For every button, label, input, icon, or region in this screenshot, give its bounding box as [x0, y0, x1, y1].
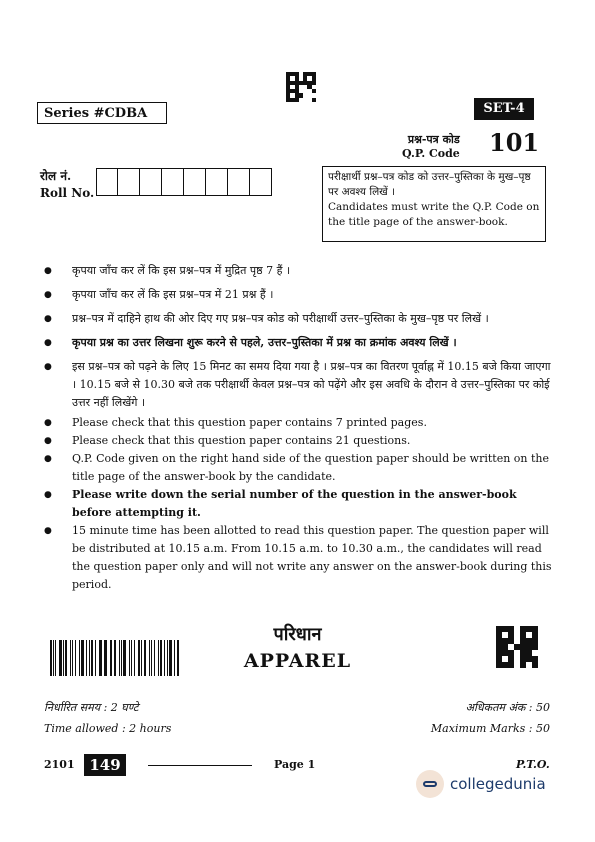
- collegedunia-text: collegedunia: [450, 775, 546, 793]
- instruction-item: ● Please check that this question paper contains 21 questions.: [44, 432, 554, 450]
- roll-box[interactable]: [228, 168, 250, 196]
- roll-box[interactable]: [206, 168, 228, 196]
- roll-box[interactable]: [250, 168, 272, 196]
- instructions-hindi: [44, 262, 554, 412]
- instruction-item: ● कृपया जाँच कर लें कि इस प्रश्न–पत्र में 21 प्रश्न हैं ।: [44, 286, 554, 304]
- candidate-note-hi: परीक्षार्थी प्रश्न–पत्र कोड को उत्तर–पुस्तिका के मुख–पृष्ठ पर अवश्य लिखें ।: [328, 171, 531, 198]
- instruction-item: ● इस प्रश्न–पत्र को पढ़ने के लिए 15 मिनट का समय दिया गया है । प्रश्न–पत्र का वितरण पूर्वाह्न में 10.15 बजे किया जाएगा । 10.15 बजे से 10.30 बजे तक परीक्षार्थी केवल प्रश्न–पत्र को पढ़ेंगे और इस अवधि के दौरान वे उत्तर–पुस्तिका पर कोई उत्तर नहीं लिखेंगे ।: [44, 358, 554, 412]
- instruction-item: ● Q.P. Code given on the right hand side of the question paper should be written on the title page of the answer-book by the candidate.: [44, 450, 554, 486]
- instructions-english: [44, 414, 554, 594]
- collegedunia-logo-icon: [416, 770, 444, 798]
- max-marks-en: Maximum Marks : 50: [430, 722, 550, 735]
- roll-box[interactable]: [184, 168, 206, 196]
- serial-number-box: 149: [84, 754, 126, 776]
- paper-code: 2101: [44, 758, 75, 771]
- series-label: Series #CDBA: [37, 102, 167, 124]
- qp-label-hi: प्रश्न-पत्र कोड: [407, 133, 460, 146]
- qp-label-en: Q.P. Code: [402, 147, 460, 160]
- roll-labels: [40, 168, 94, 202]
- instruction-item: ● Please check that this question paper contains 7 printed pages.: [44, 414, 554, 432]
- max-marks-hi: अधिकतम अंक : 50: [465, 701, 550, 714]
- set-badge: SET-4: [474, 98, 534, 120]
- divider-line: [148, 765, 252, 766]
- collegedunia-watermark: [416, 770, 546, 798]
- roll-box[interactable]: [140, 168, 162, 196]
- roll-number-boxes[interactable]: [96, 168, 272, 196]
- time-allowed-en: Time allowed : 2 hours: [44, 722, 172, 735]
- instruction-item: ● प्रश्न–पत्र में दाहिने हाथ की ओर दिए गए प्रश्न–पत्र कोड को परीक्षार्थी उत्तर–पुस्तिका के मुख–पृष्ठ पर लिखें ।: [44, 310, 554, 328]
- qp-code-labels: [402, 133, 460, 161]
- instruction-item: ● Please write down the serial number of the question in the answer-book before attempting it.: [44, 486, 554, 522]
- time-allowed-hi: निर्धारित समय : 2 घण्टे: [44, 701, 139, 714]
- candidate-note-en: Candidates must write the Q.P. Code on the title page of the answer-book.: [328, 201, 540, 228]
- subject-title-hi: परिधान: [273, 624, 322, 645]
- roll-box[interactable]: [96, 168, 118, 196]
- roll-box[interactable]: [162, 168, 184, 196]
- subject-title-en: APPAREL: [243, 650, 352, 672]
- pto-label: P.T.O.: [516, 758, 550, 771]
- qr-code-top: [286, 72, 316, 102]
- roll-box[interactable]: [118, 168, 140, 196]
- roll-label-en: Roll No.: [40, 186, 95, 200]
- roll-label-hi: रोल नं.: [40, 169, 72, 183]
- instruction-item: ● कृपया जाँच कर लें कि इस प्रश्न–पत्र में मुद्रित पृष्ठ 7 हैं ।: [44, 262, 554, 280]
- qp-code-value: 101: [489, 128, 540, 157]
- page-number: Page 1: [274, 758, 316, 771]
- instruction-item: ● कृपया प्रश्न का उत्तर लिखना शुरू करने से पहले, उत्तर–पुस्तिका में प्रश्न का क्रमांक अवश्य लिखें ।: [44, 334, 554, 352]
- qr-code-right: [496, 626, 538, 668]
- instruction-item: ● 15 minute time has been allotted to read this question paper. The question paper will be distributed at 10.15 a.m. From 10.15 a.m. to 10.30 a.m., the candidates will read the question paper only and will not write any answer on the answer-book during this period.: [44, 522, 554, 594]
- candidate-note-box: [322, 166, 546, 242]
